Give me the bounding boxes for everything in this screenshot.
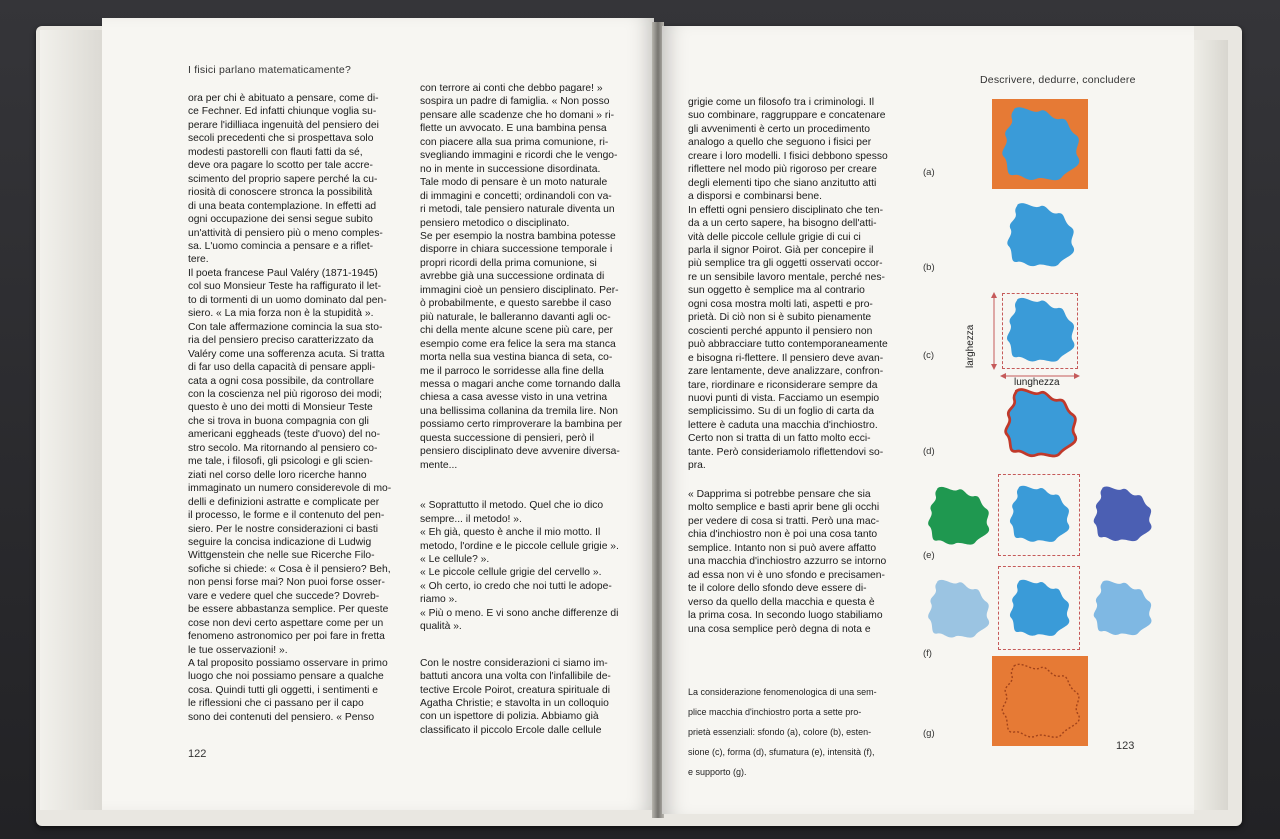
text-line: « Le cellule? ».	[420, 553, 490, 565]
page-number-right: 123	[1116, 740, 1135, 752]
text-line: battuti ancora una volta con l'infallibile de-	[420, 671, 611, 683]
text-line: fenomeno astronomico per poi fare in fretta	[188, 631, 385, 643]
text-line: parla il signor Poirot. Già per concepire il	[688, 244, 874, 256]
text-line: a disporsi e combinarsi bene.	[688, 191, 822, 203]
text-line: « Più o meno. E vi sono anche differenze di	[420, 607, 619, 619]
text-line: ad essa non vi è uno sfondo e precisamen-	[688, 569, 885, 581]
text-line: svegliando immagini e ricordi che le vengo-	[420, 150, 618, 162]
text-line: le tue osservazioni! ».	[188, 644, 288, 656]
right-page	[662, 26, 1194, 814]
text-line: pra.	[688, 460, 706, 472]
fig-label-g: (g)	[923, 728, 935, 739]
text-line: di una beata contemplazione. In effetti ad	[188, 200, 377, 212]
text-line: di far uso della capacità di pensare appli-	[188, 362, 376, 374]
text-line: qualità ».	[420, 621, 462, 633]
fig-e-violet-blot	[1086, 478, 1158, 550]
fig-label-f: (f)	[923, 648, 932, 659]
text-line: disporre in chiara successione temporale i	[420, 244, 613, 256]
running-head-right: Descrivere, dedurre, concludere	[980, 74, 1136, 86]
dialogue-block	[420, 499, 642, 634]
right-column-text	[688, 96, 910, 473]
fig-a-background-blot	[992, 99, 1088, 189]
text-line: avrebbe già una successione ordinata di	[420, 271, 605, 283]
text-line: plice macchia d'inchiostro porta a sette pro-	[688, 707, 862, 717]
text-line: secoli precedenti che si prospettava solo	[188, 133, 374, 145]
fig-e-green-blot	[920, 478, 996, 554]
text-line: sun oggetto è semplice ma al contrario	[688, 285, 865, 297]
fig-g-support-blot	[992, 656, 1088, 746]
text-line: deve ora pagare lo scotto per tale accre-	[188, 160, 373, 172]
text-line: una macchia d'inchiostro azzurro se intorno	[688, 556, 887, 568]
text-line: può abbracciare tutto contemporaneamente	[688, 339, 888, 351]
text-line: con terrore ai conti che debbo pagare! »	[420, 83, 603, 94]
text-line: gli avvenimenti è certo un procedimento	[688, 123, 871, 135]
text-line: Wittgenstein che nelle sue Ricerche Filo-	[188, 550, 375, 562]
fig-f-blue-blot	[1002, 572, 1076, 644]
text-line: ri metodi, tale pensiero naturale diventa un	[420, 204, 615, 216]
text-line: sempre... il metodo! ».	[420, 513, 522, 525]
text-line: Con tale affermazione comincia la sua sto-	[188, 321, 383, 333]
text-line: possiamo certo rimproverare la bambina per	[420, 419, 623, 431]
text-line: grigie come un filosofo tra i criminologi. Il	[688, 97, 874, 108]
left-column-2	[420, 82, 642, 737]
text-line: me il parroco le sorridesse alla fine della	[420, 365, 604, 377]
text-line: messa o magari anche come tornando dalla	[420, 378, 621, 390]
text-line: sa. L'uomo comincia a pensare e a riflet-	[188, 240, 374, 252]
text-line: prietà. Di ciò non si è subito pienamente	[688, 312, 872, 324]
text-line: creare i loro modelli. I fisici debbono spesso	[688, 150, 888, 162]
right-column-quote	[688, 488, 910, 636]
text-line: morta nella sua vestina bianca di seta, co-	[420, 352, 613, 364]
text-line: vità delle piccole cellule grigie di cui ci	[688, 231, 861, 243]
page-stack-right	[1192, 40, 1228, 810]
running-head-left: I fisici parlano matematicamente?	[188, 64, 352, 76]
text-line: ora per chi è abituato a pensare, come di-	[188, 93, 379, 104]
text-line: tante. Però consideriamolo riflettendovi so-	[688, 446, 884, 458]
text-line: chiesa a casa avesse visto in una vetrina	[420, 392, 608, 404]
text-line: pensare alle scadenze che ho domani » ri-	[420, 109, 615, 121]
text-line: molto semplice e basti aprir bene gli occhi	[688, 502, 880, 514]
fig-d-form-blot	[996, 382, 1084, 464]
text-line: no in mente in successione disordinata.	[420, 163, 601, 175]
text-line: con piacere alla sua prima comunione, ri-	[420, 136, 609, 148]
fig-c-dimension-arrows	[986, 290, 1086, 382]
text-block-c	[420, 657, 642, 738]
text-line: te il colore dello sfondo deve essere di-	[688, 583, 867, 595]
text-line: americani eggheads (teste d'uovo) del no-	[188, 429, 381, 441]
text-line: chia d'inchiostro non è poi una cosa tanto	[688, 529, 878, 541]
text-line: stro secolo. Ma ritornando al pensiero co-	[188, 442, 378, 454]
text-line: non pensi forse mai? Non puoi forse osser-	[188, 577, 385, 589]
text-line: Se per esempio la nostra bambina potesse	[420, 230, 616, 242]
text-line: analogo a quello che seguono i fisici per	[688, 137, 872, 149]
text-line: per vedere di cosa si tratti. Però una mac-	[688, 515, 880, 527]
text-line: re un sensibile lavoro mentale, perché nes-	[688, 271, 885, 283]
text-line: ogni occupazione dei sensi segue subito	[188, 214, 373, 226]
fig-f-pale-blot	[920, 572, 996, 646]
text-line: questa successione di pensieri, però il	[420, 432, 595, 444]
fig-f-light-blot	[1086, 572, 1158, 644]
text-line: La considerazione fenomenologica di una sem-	[688, 687, 877, 697]
text-block-a	[420, 82, 642, 472]
text-line: da a un certo sapere, ha bisogno dell'atti-	[688, 218, 877, 230]
text-line: tare, riordinare e riconsiderare sempre da	[688, 379, 878, 391]
dimension-height-label: larghezza	[965, 324, 976, 368]
left-page	[102, 18, 654, 810]
figure-caption	[688, 678, 910, 787]
text-line: Agatha Christie; e stavolta in un colloquio	[420, 698, 609, 710]
text-line: esempio come era felice la sera ma stanca	[420, 338, 616, 350]
text-line: riamo ».	[420, 594, 458, 606]
text-line: semplice. Intanto non si può avere affatto	[688, 542, 877, 554]
text-line: tective Ercole Poirot, creatura spirituale di	[420, 684, 611, 696]
text-line: questo è uno dei motti di Monsieur Teste	[188, 402, 373, 414]
text-line: ria del pensiero preciso caratterizzato da	[188, 335, 374, 347]
text-line: be essere abbastanza semplice. Per queste	[188, 604, 389, 616]
text-line: flette un avvocato. E una bambina pensa	[420, 123, 607, 135]
text-line: verso da quello della macchia e questa è	[688, 596, 875, 608]
text-line: nuovi punti di vista. Facciamo un esempio	[688, 392, 880, 404]
text-line: con la coscienza nel più rigoroso dei modi;	[188, 388, 383, 400]
fig-e-blue-blot	[1002, 478, 1076, 550]
text-line: pensiero disciplinato deve avvenire diversa-	[420, 446, 620, 458]
text-line: me tale, i filosofi, gli psicologi e gli scien-	[188, 456, 373, 468]
text-line: seguire la concisa indicazione di Ludwig	[188, 536, 372, 548]
fig-label-d: (d)	[923, 446, 935, 457]
text-line: « Eh già, questo è anche il mio motto. Il	[420, 527, 601, 539]
text-line: immagini cioè un pensiero disciplinato. Per-	[420, 284, 619, 296]
text-line: cata a ogni cosa possibile, da controllare	[188, 375, 375, 387]
fig-label-b: (b)	[923, 262, 935, 273]
text-line: una cosa semplice però degna di nota e	[688, 623, 871, 635]
text-line: propri ricordi della prima comunione, si	[420, 257, 597, 269]
text-line: coscienti perché appunto il pensiero non	[688, 325, 873, 337]
text-line: più naturale, le balleranno davanti agli oc-	[420, 311, 611, 323]
fig-label-c: (c)	[923, 350, 935, 361]
text-line: siero. Per le nostre considerazioni ci basti	[188, 523, 379, 535]
text-line: siero. « La mia forza non è la stupidità ».	[188, 308, 374, 320]
text-line: immaginato un numero considerevole di mo-	[188, 483, 392, 495]
text-line: In effetti ogni pensiero disciplinato che ten-	[688, 204, 884, 216]
text-line: con un ispettore di polizia. Abbiamo già	[420, 711, 599, 723]
page-number-left: 122	[188, 748, 207, 760]
text-line: ò probabilmente, e questo sarebbe il caso	[420, 298, 612, 310]
text-line: modesti pastorelli con flauti fatti da sé,	[188, 146, 363, 158]
text-line: la prima cosa. In secondo luogo stabiliamo	[688, 610, 883, 622]
text-line: Con le nostre considerazioni ci siamo im-	[420, 657, 608, 669]
text-line: perare l'idilliaca ingenuità del pensiero dei	[188, 119, 379, 131]
text-line: sospira un padre di famiglia. « Non posso	[420, 96, 610, 108]
fig-label-e: (e)	[923, 550, 935, 561]
text-line: un'attività di pensiero più o meno comples-	[188, 227, 383, 239]
fig-label-a: (a)	[923, 167, 935, 178]
text-line: il processo, le forme e il contenuto del pen-	[188, 510, 385, 522]
text-line: ce Fechner. Ed infatti chiunque voglia su-	[188, 106, 377, 118]
text-line: scimento del proprio sapere perché la cu-	[188, 173, 378, 185]
text-line: delli e definizioni astratte e complicate per	[188, 496, 380, 508]
text-line: una bellissima collanina da tremila lire. Non	[420, 405, 619, 417]
text-line: suo combinare, raggruppare e concatenare	[688, 110, 886, 122]
text-line: chi della mente alcune scene più care, per	[420, 325, 613, 337]
text-line: sofiche si chiede: « Cosa è il pensiero? Beh,	[188, 563, 391, 575]
text-line: Certo non si tratta di un fatto molto ecci-	[688, 433, 871, 445]
text-line: prietà essenziali: sfondo (a), colore (b), esten-	[688, 727, 872, 737]
text-line: cose non devi certo aspettare come per un	[188, 617, 384, 629]
text-line: vare e vedere quel che succede? Dovreb-	[188, 590, 380, 602]
text-line: A tal proposito possiamo osservare in primo	[188, 658, 388, 670]
text-line: degli elementi tipo che siano anzitutto atti	[688, 177, 877, 189]
text-line: Valéry come una sofferenza acuta. Si tratta	[188, 348, 385, 360]
text-line: ziati nel corso delle loro ricerche hanno	[188, 469, 367, 481]
text-line: tere.	[188, 254, 209, 266]
fig-b-color-blot	[998, 196, 1082, 274]
text-line: che si trova in buona compagnia con gli	[188, 415, 369, 427]
text-line: col suo Monsieur Teste ha raffigurato il let-	[188, 281, 382, 293]
text-line: metodo, l'ordine e le piccole cellule grigie ».	[420, 540, 619, 552]
text-line: luogo che noi possiamo pensare a qualche	[188, 671, 384, 683]
text-line: di immagini e concetti; ordinandoli con va-	[420, 190, 612, 202]
text-line: sione (c), forma (d), sfumatura (e), intensità (f),	[688, 747, 875, 757]
text-line: Tale modo di pensare è un moto naturale	[420, 177, 608, 189]
left-column-1	[188, 92, 410, 724]
text-line: cosa. Quindi tutti gli oggetti, i sentimenti e	[188, 684, 379, 696]
text-line: ogni cosa mostra molti lati, aspetti e pro-	[688, 298, 873, 310]
text-line: « Dapprima si potrebbe pensare che sia	[688, 489, 871, 500]
text-line: più semplice tra gli oggetti osservati occor-	[688, 258, 883, 270]
text-line: to di tormenti di un uomo dominato dal pen-	[188, 294, 387, 306]
text-line: mente...	[420, 459, 458, 471]
text-line: « Le piccole cellule grigie del cervello ».	[420, 567, 602, 579]
text-line: riflettere nel modo più rigoroso per creare	[688, 164, 877, 176]
text-line: pensiero metodico o disciplinato.	[420, 217, 570, 229]
text-line: e supporto (g).	[688, 767, 747, 777]
text-line: zare lentamente, deve analizzare, confron-	[688, 366, 884, 378]
page-stack-left	[40, 30, 102, 810]
text-line: « Oh certo, io credo che noi tutti le adope-	[420, 580, 612, 592]
text-line: classificato il piccolo Ercole dalle cellule	[420, 724, 602, 736]
text-line: semplicissimo. Su di un foglio di carta da	[688, 406, 875, 418]
text-line: le riflessioni che ci passano per il capo	[188, 698, 364, 710]
text-line: « Soprattutto il metodo. Quel che io dico	[420, 500, 604, 512]
text-line: riosità di conoscere stronca la possibilità	[188, 187, 373, 199]
text-line: lettere è caduta una macchia d'inchiostro.	[688, 419, 878, 431]
text-line: sono dei contenuti del pensiero. « Penso	[188, 711, 375, 723]
text-line: Il poeta francese Paul Valéry (1871-1945)	[188, 267, 378, 279]
text-line: e bisogna ri-flettere. Il pensiero deve avan-	[688, 352, 884, 364]
dimension-width-label: lunghezza	[1014, 377, 1060, 388]
